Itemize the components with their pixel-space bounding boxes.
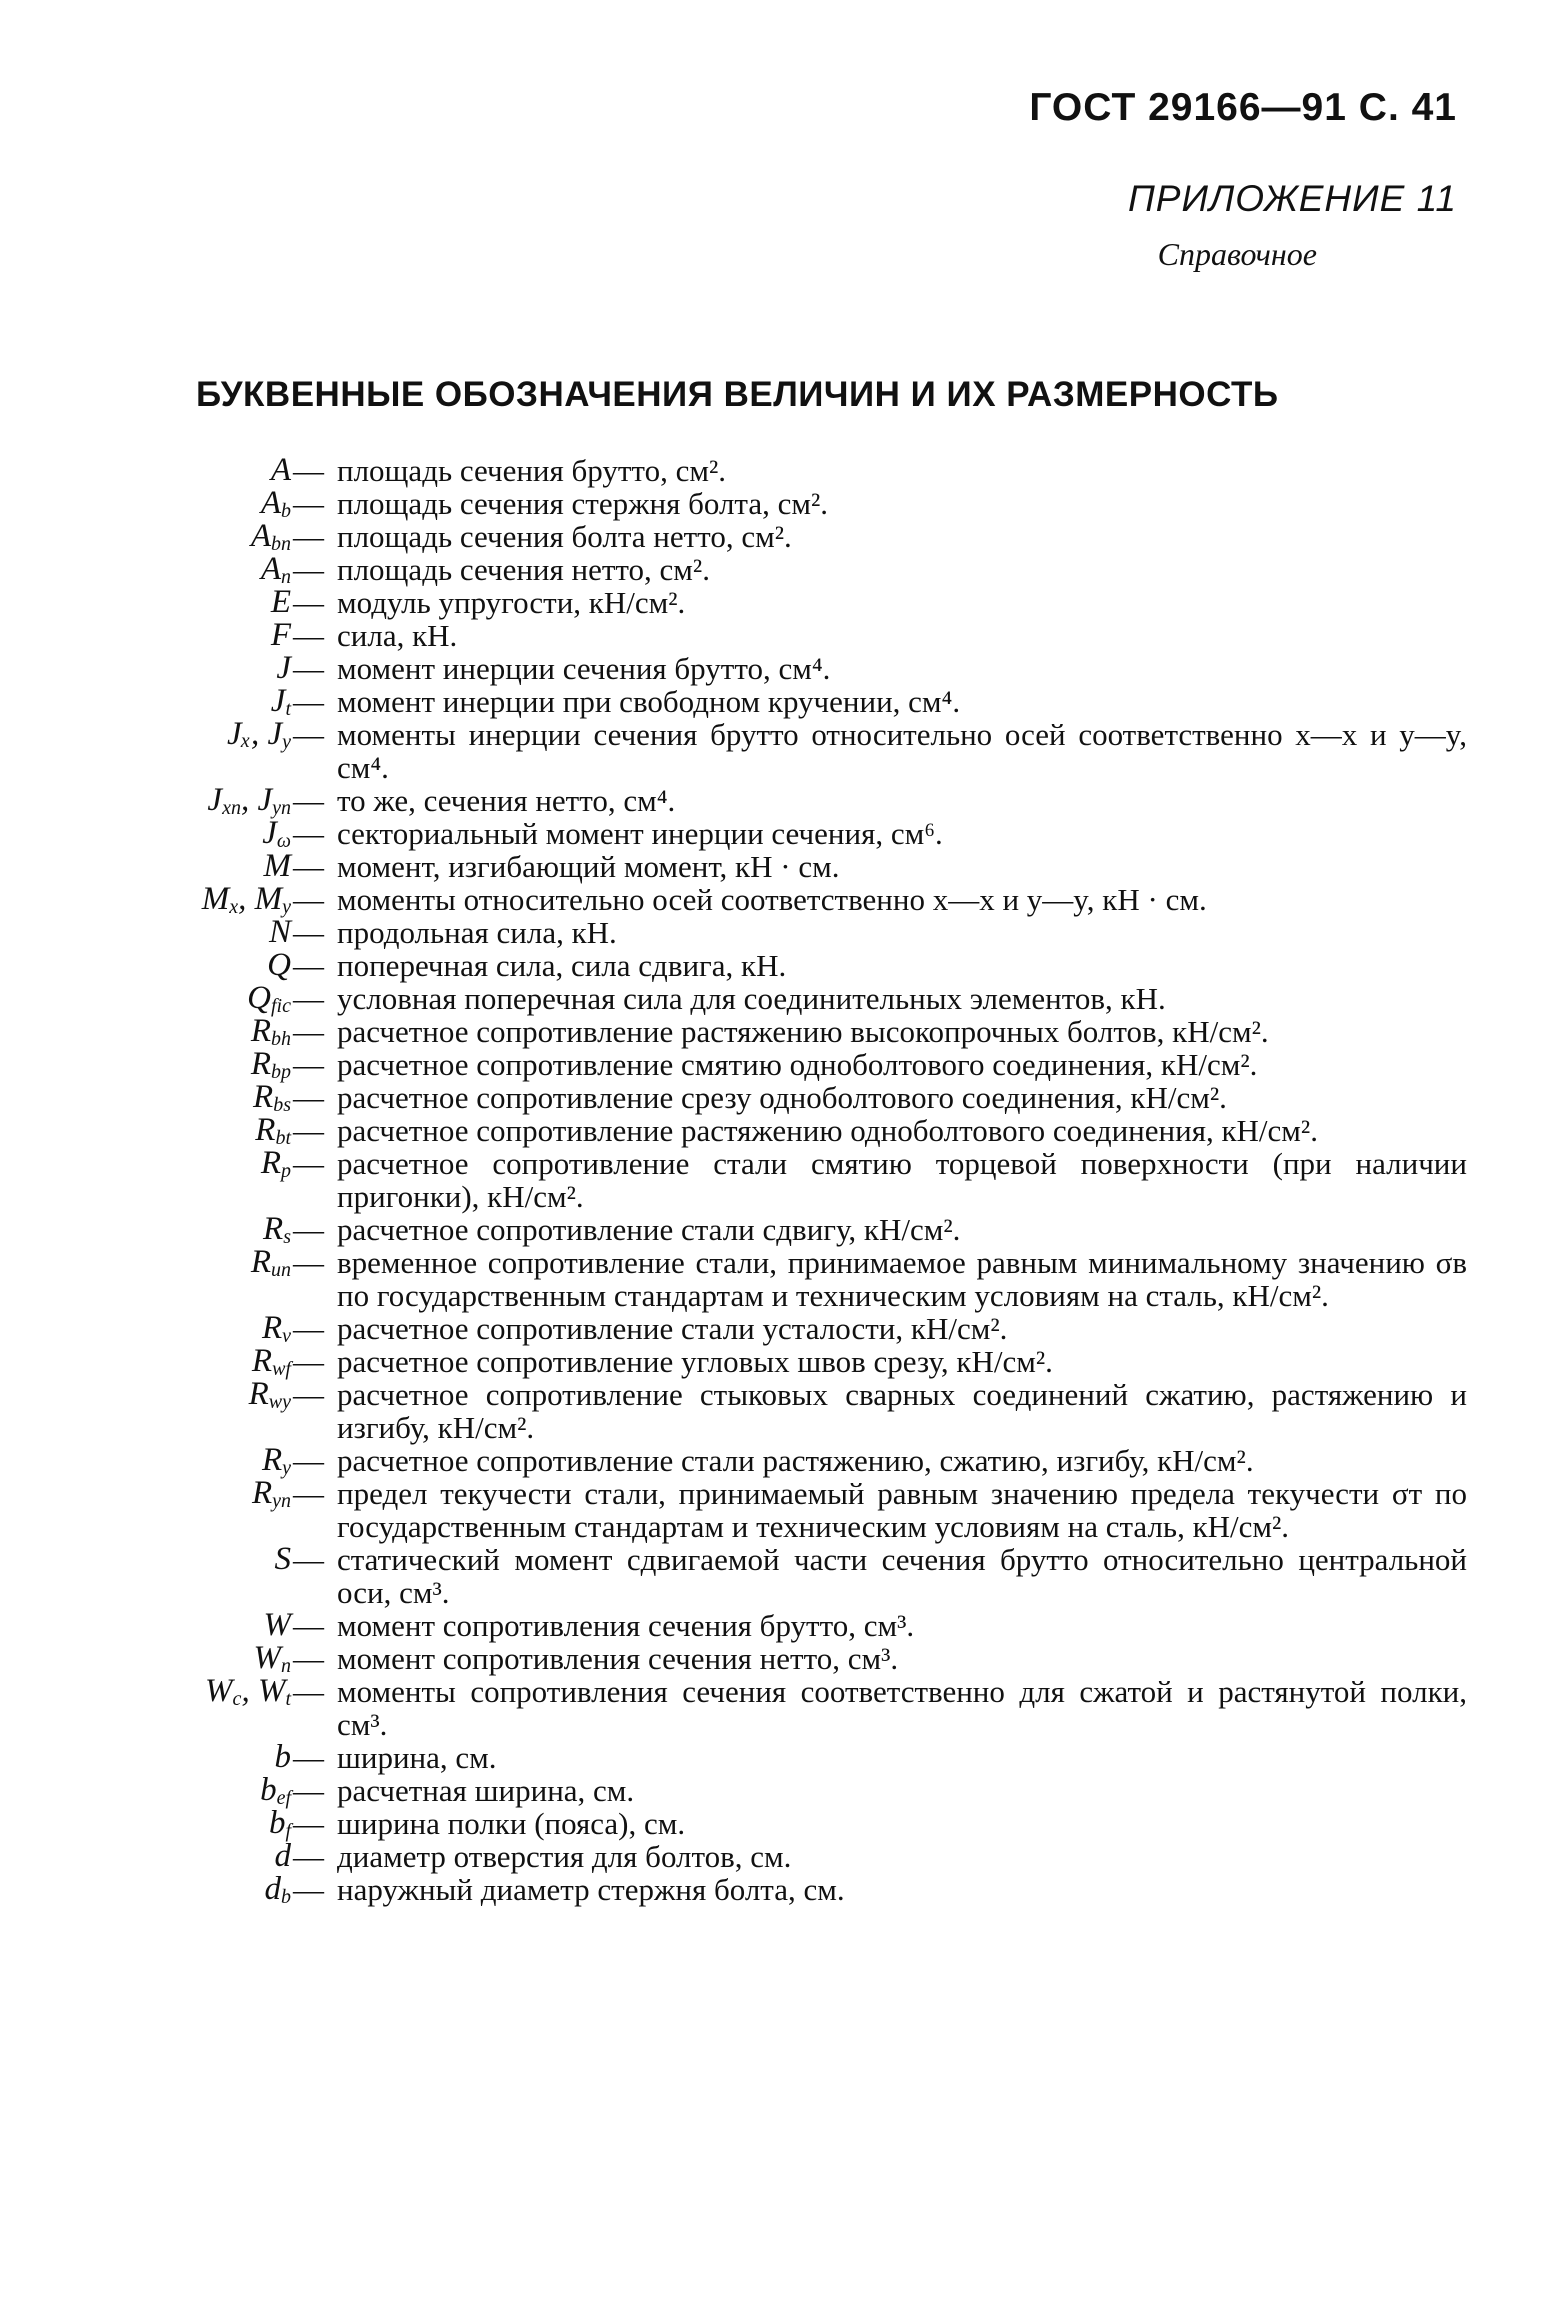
- symbol-entry: [0, 487, 1561, 520]
- symbol-letter: R: [261, 1442, 283, 1478]
- symbol-subscript: f: [285, 1820, 291, 1842]
- symbol-entry: [0, 784, 1561, 817]
- symbol-description: расчетная ширина, см.: [337, 1773, 635, 1808]
- symbol-subscript-2: y: [282, 896, 291, 918]
- em-dash: —: [293, 1146, 324, 1181]
- symbol-entry: [0, 817, 1561, 850]
- symbol-entry: [0, 1444, 1561, 1477]
- symbol-letter: W: [263, 1607, 291, 1643]
- symbol-description: модуль упругости, кН/см².: [337, 585, 686, 620]
- symbol-entry: [0, 1642, 1561, 1675]
- appendix-label: ПРИЛОЖЕНИЕ 11: [1127, 178, 1457, 219]
- symbol-description: продольная сила, кН.: [337, 915, 617, 950]
- em-dash: —: [293, 684, 324, 719]
- symbol-letter: J: [276, 650, 291, 686]
- symbol-letter: b: [274, 1739, 291, 1775]
- symbol-description: моменты сопротивления сечения соответственно для сжатой и растянутой полки, см³.: [337, 1674, 1467, 1742]
- symbol-subscript: un: [271, 1259, 291, 1281]
- document-header: ГОСТ 29166—91 С. 41: [1029, 86, 1457, 129]
- symbol: [267, 949, 291, 982]
- symbol-letter: N: [268, 914, 291, 950]
- symbol-letter: d: [274, 1838, 291, 1874]
- em-dash: —: [293, 486, 324, 521]
- em-dash: —: [293, 1773, 324, 1808]
- symbol-entry: [0, 1378, 1561, 1444]
- symbol-description: моменты относительно осей соответственно x—x и y—y, кН · см.: [337, 882, 1207, 917]
- symbol-letter: J: [207, 782, 223, 818]
- symbol-description: момент инерции при свободном кручении, см⁴.: [337, 684, 961, 719]
- em-dash: —: [293, 981, 324, 1016]
- symbol-subscript-2: yn: [272, 797, 291, 819]
- symbol-letter: R: [261, 1310, 283, 1346]
- symbol-letter: J: [262, 815, 277, 851]
- symbol-description: ширина полки (пояса), см.: [337, 1806, 686, 1841]
- symbol: [271, 619, 291, 652]
- symbol-letter: Q: [247, 980, 271, 1016]
- symbol-entry: [0, 850, 1561, 883]
- symbol-letter: R: [250, 1244, 271, 1280]
- symbol-letter: A: [270, 452, 291, 488]
- em-dash: —: [293, 1542, 324, 1577]
- symbol-entry: [0, 1543, 1561, 1609]
- em-dash: —: [293, 1839, 324, 1874]
- em-dash: —: [293, 1476, 324, 1511]
- symbol-entry: [0, 1015, 1561, 1048]
- em-dash: —: [293, 1014, 324, 1049]
- symbol: [275, 1543, 292, 1576]
- symbol-description: расчетное сопротивление растяжению высокопрочных болтов, кН/см².: [337, 1014, 1269, 1049]
- symbol: [264, 850, 292, 883]
- symbol-entry: [0, 1807, 1561, 1840]
- symbol-description: поперечная сила, сила сдвига, кН.: [337, 948, 787, 983]
- symbol-letter: W: [253, 1640, 281, 1676]
- symbol-description: расчетное сопротивление смятию одноболтового соединения, кН/см².: [337, 1047, 1258, 1082]
- symbol-letter: R: [255, 1112, 276, 1148]
- symbol-description: момент инерции сечения брутто, см⁴.: [337, 651, 831, 686]
- symbol: [227, 718, 291, 759]
- em-dash: —: [293, 1311, 324, 1346]
- symbol-entry: [0, 520, 1561, 553]
- em-dash: —: [293, 1047, 324, 1082]
- symbol-letter: b: [268, 1805, 286, 1841]
- section-title: БУКВЕННЫЕ ОБОЗНАЧЕНИЯ ВЕЛИЧИН И ИХ РАЗМЕРНОСТЬ: [196, 375, 1279, 414]
- symbol-description: расчетное сопротивление стыковых сварных соединений сжатию, растяжению и изгибу, кН/см².: [337, 1377, 1467, 1445]
- em-dash: —: [293, 618, 324, 653]
- em-dash: —: [293, 882, 324, 917]
- em-dash: —: [293, 519, 324, 554]
- symbol-description: площадь сечения брутто, см².: [337, 453, 726, 488]
- em-dash: —: [293, 1377, 324, 1412]
- symbol-letter: M: [263, 848, 291, 884]
- symbol-subscript: b: [281, 500, 291, 522]
- symbol-subscript: wy: [268, 1391, 291, 1413]
- em-dash: —: [293, 948, 324, 983]
- symbol-letter: A: [260, 485, 281, 521]
- symbol-subscript: bn: [271, 533, 291, 555]
- symbol-letter: S: [274, 1541, 291, 1577]
- symbol-entry: [0, 1081, 1561, 1114]
- symbol-letter: Jₓ, J: [226, 716, 283, 752]
- symbol-subscript: c: [232, 1688, 242, 1710]
- symbol-description: ширина, см.: [337, 1740, 497, 1775]
- symbol: [205, 1675, 291, 1716]
- symbol-entry: [0, 619, 1561, 652]
- em-dash: —: [293, 585, 324, 620]
- symbol-entry: [0, 1213, 1561, 1246]
- symbol-letter: R: [248, 1376, 269, 1412]
- em-dash: —: [293, 552, 324, 587]
- em-dash: —: [293, 1641, 324, 1676]
- em-dash: —: [293, 915, 324, 950]
- symbol-subscript: y: [282, 1457, 291, 1479]
- symbol-subscript: n: [281, 1655, 291, 1677]
- symbol-description: диаметр отверстия для болтов, см.: [337, 1839, 792, 1874]
- symbol-entry: [0, 1873, 1561, 1906]
- symbol-entry: [0, 949, 1561, 982]
- em-dash: —: [293, 816, 324, 851]
- symbol-description: площадь сечения стержня болта, см².: [337, 486, 829, 521]
- symbol-subscript: bp: [271, 1061, 291, 1083]
- em-dash: —: [293, 1212, 324, 1247]
- symbol-description: секториальный момент инерции сечения, см⁶.: [337, 816, 943, 851]
- symbol-entry: [0, 916, 1561, 949]
- symbol-entry: [0, 982, 1561, 1015]
- symbol-entry: [0, 1741, 1561, 1774]
- symbol-entry: [0, 1312, 1561, 1345]
- symbol-subscript: wf: [272, 1358, 291, 1380]
- symbol-letter: R: [250, 1046, 271, 1082]
- symbol: [264, 1609, 292, 1642]
- em-dash: —: [293, 1443, 324, 1478]
- symbol-entry: [0, 1609, 1561, 1642]
- symbol-description: расчетное сопротивление срезу одноболтового соединения, кН/см².: [337, 1080, 1227, 1115]
- symbol-subscript: yn: [272, 1490, 291, 1512]
- symbol-entry: [0, 685, 1561, 718]
- symbol: [271, 454, 291, 487]
- symbol-subscript: ef: [276, 1787, 291, 1809]
- symbol-description: момент сопротивления сечения брутто, см³.: [337, 1608, 915, 1643]
- em-dash: —: [293, 849, 324, 884]
- symbol-subscript: bs: [273, 1094, 291, 1116]
- symbol-entry: [0, 883, 1561, 916]
- em-dash: —: [293, 1245, 324, 1280]
- symbol-letter-2: , W: [241, 1673, 286, 1709]
- symbol-description: условная поперечная сила для соединительных элементов, кН.: [337, 981, 1166, 1016]
- symbol-description: сила, кН.: [337, 618, 458, 653]
- em-dash: —: [293, 1080, 324, 1115]
- symbol-letter: A: [250, 518, 271, 554]
- symbol-letter: F: [270, 617, 291, 653]
- symbol: [252, 1477, 291, 1518]
- symbol: [275, 1741, 292, 1774]
- em-dash: —: [293, 783, 324, 818]
- symbol-letter: J: [270, 683, 286, 719]
- symbol-letter: R: [250, 1013, 271, 1049]
- symbol-subscript: xn: [222, 797, 241, 819]
- symbol-letter: A: [260, 551, 281, 587]
- em-dash: —: [293, 1674, 324, 1709]
- symbol-entry: [0, 454, 1561, 487]
- symbol-subscript: x: [229, 896, 239, 918]
- symbol-subscript: n: [281, 566, 291, 588]
- em-dash: —: [293, 651, 324, 686]
- symbol-description: то же, сечения нетто, см⁴.: [337, 783, 676, 818]
- symbol-subscript: b: [281, 1886, 291, 1908]
- symbol-letter: R: [251, 1475, 273, 1511]
- symbol-letter: M: [201, 881, 230, 917]
- symbol-entry: [0, 1345, 1561, 1378]
- em-dash: —: [293, 1608, 324, 1643]
- symbol-letter: R: [251, 1343, 273, 1379]
- symbol-subscript: s: [283, 1226, 291, 1248]
- symbol-entry: [0, 1774, 1561, 1807]
- symbol-letter-2: , J: [240, 782, 273, 818]
- em-dash: —: [293, 1344, 324, 1379]
- symbol-entry: [0, 1147, 1561, 1213]
- symbol-description: наружный диаметр стержня болта, см.: [337, 1872, 845, 1907]
- symbol: [261, 1147, 291, 1188]
- symbol: [276, 652, 291, 685]
- symbol-list: [0, 454, 1561, 1906]
- symbol-subscript: ω: [276, 830, 291, 852]
- symbol-description: расчетное сопротивление стали смятию торцевой поверхности (при наличии пригонки), кН/см².: [337, 1146, 1467, 1214]
- symbol: [251, 1246, 291, 1287]
- symbol-subscript: fic: [271, 995, 291, 1017]
- symbol: [275, 1840, 292, 1873]
- symbol-description: расчетное сопротивление угловых швов срезу, кН/см².: [337, 1344, 1053, 1379]
- symbol: [249, 1378, 291, 1419]
- symbol-subscript: t: [285, 698, 291, 720]
- em-dash: —: [293, 1113, 324, 1148]
- symbol-subscript: v: [282, 1325, 291, 1347]
- reference-label: Справочное: [1157, 236, 1317, 272]
- symbol-letter: E: [270, 584, 291, 620]
- symbol-description: площадь сечения нетто, см².: [337, 552, 710, 587]
- symbol-entry: [0, 1114, 1561, 1147]
- symbol-subscript: bh: [271, 1028, 291, 1050]
- symbol-subscript: p: [281, 1160, 291, 1182]
- em-dash: —: [293, 1740, 324, 1775]
- symbol: [271, 586, 291, 619]
- symbol-subscript-2: t: [285, 1688, 291, 1710]
- symbol-description: статический момент сдвигаемой части сечения брутто относительно центральной оси, см³.: [337, 1542, 1467, 1610]
- symbol-entry: [0, 586, 1561, 619]
- symbol-entry: [0, 1675, 1561, 1741]
- em-dash: —: [293, 1806, 324, 1841]
- symbol: [269, 916, 291, 949]
- symbol-entry: [0, 1048, 1561, 1081]
- symbol-description: расчетное сопротивление стали сдвигу, кН/см².: [337, 1212, 961, 1247]
- symbol-entry: [0, 1477, 1561, 1543]
- symbol-entry: [0, 652, 1561, 685]
- symbol-letter-2: , M: [238, 881, 283, 917]
- symbol-description: момент, изгибающий момент, кН · см.: [337, 849, 840, 884]
- symbol-description: временное сопротивление стали, принимаемое равным минимальному значению σв по государственным стандартам и техническим условиям на сталь, кН/см².: [337, 1245, 1467, 1313]
- symbol-entry: [0, 1840, 1561, 1873]
- symbol-subscript: y: [282, 731, 291, 753]
- symbol-letter: d: [264, 1871, 281, 1907]
- em-dash: —: [293, 1872, 324, 1907]
- symbol-letter: R: [260, 1145, 281, 1181]
- symbol-entry: [0, 553, 1561, 586]
- symbol: [265, 1873, 292, 1914]
- symbol-subscript: bt: [275, 1127, 291, 1149]
- symbol-entry: [0, 718, 1561, 784]
- symbol-letter: W: [205, 1673, 233, 1709]
- symbol-description: моменты инерции сечения брутто относительно осей соответственно x—x и y—y, см⁴.: [337, 717, 1467, 785]
- symbol-description: предел текучести стали, принимаемый равным значению предела текучести σт по государственным стандартам и техническим условиям на сталь, кН/см².: [337, 1476, 1467, 1544]
- symbol-description: площадь сечения болта нетто, см².: [337, 519, 792, 554]
- symbol-description: момент сопротивления сечения нетто, см³.: [337, 1641, 899, 1676]
- symbol-description: расчетное сопротивление стали растяжению, сжатию, изгибу, кН/см².: [337, 1443, 1254, 1478]
- symbol-letter: R: [263, 1211, 284, 1247]
- symbol-letter: R: [253, 1079, 274, 1115]
- symbol-entry: [0, 1246, 1561, 1312]
- symbol-description: расчетное сопротивление стали усталости, кН/см².: [337, 1311, 1008, 1346]
- em-dash: —: [293, 717, 324, 752]
- symbol-letter: Q: [267, 947, 291, 983]
- symbol-letter: b: [260, 1772, 277, 1808]
- symbol-description: расчетное сопротивление растяжению одноболтового соединения, кН/см².: [337, 1113, 1318, 1148]
- em-dash: —: [293, 453, 324, 488]
